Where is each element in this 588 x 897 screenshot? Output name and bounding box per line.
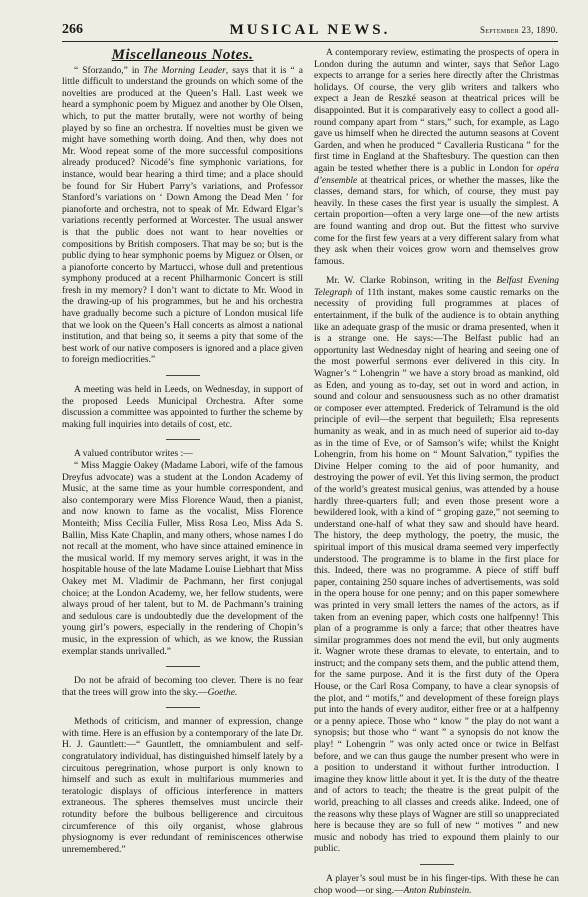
- paragraph-sforzando: “ Sforzando,” in The Morning Leader, says that it is “ a little difficult to understand the grounds on which some of the novelties are produced at the Queen’s Hall. Last week we heard a symphonic poem by Miguez and another by Ole Olsen, which, to put the matter brutally, were not worthy of being played by so fine an orchestra. If novelties must be given we might have something worth doing. And then, why does not Mr. Wood repeat some of the more successful compositions already produced? Nicodé’s fine symphonic variations, for instance, would bear hearing a third time; and a place should be found for Sir Hubert Parry’s variations, and Professor Stanford’s variations on ‘ Down Among the Dead Men ’ for pianoforte and orchestra, not to speak of Mr. Edward Elgar’s variations recently performed at Worcester. The usual answer is that the public does not want to hear novelties or compositions by British composers. That may be so; but is the public dying to hear symphonic poems by Miguez or Olsen, or a pianoforte concerto by Martucci, whose dull and pretentious symphony produced at a recent Philharmonic Concert is still fresh in my memory? I don’t want to dictate to Mr. Wood in the drawing-up of his programmes, but he and his orchestra have gradually become such a picture of London musical life that we look on the Queen’s Hall concerts as almost a national institution, and that being so, it seems a pity that some of the best work of our native composers is ignored and a place given to foreign mediocrities.”: [62, 65, 303, 366]
- paragraph-clarke-robinson: Mr. W. Clarke Robinson, writing in the Belfast Evening Telegraph of 11th instant, makes some caustic remarks on the necessity of providing full programmes at places of entertainment, if the bulk of the audience is to obtain anything like an adequate grasp of the music or drama presented, when it is a strange one. He says:—The Belfast public had an opportunity last Wednesday night of hearing and seeing one of the most powerful sermons ever delivered in this city. In Wagner’s “ Lohengrin ” we have a story broad as mankind, old as Eden, and young as to-day, set out in word and action, in sound and colour and sensuousness such as no other dramatist or composer ever attempted. Frederick of Telramund is the old principle of evil—the serpent that beguileth; Elsa represents humanity as weak, and in as much need of superior aid to-day as in the time of Eve, or of Samson’s wife; whilst the Knight Lohengrin, from his home on “ Mount Salvation,” typifies the Divine Helper coming to the aid of poor humanity, and destroying the power of evil. Yet this living sermon, the product of the world’s greatest musical genius, was attended by a house hardly three-quarters full; and even those present wore a bewildered look, with a kind of “ groping gaze,” not seeming to understand one-half of what they saw and should have heard. The history, the deep mythology, the poetry, the music, the spiritual import of this musical drama seemed very imperfectly understood. The programme is to blame in the first place for this. Indeed, there was no programme. A piece of stiff buff paper, containing 250 square inches of advertisements, was sold in the opera house for one penny; and on this paper somewhere was printed in very small letters the names of the actors, as if taken from an evening paper, which costs one halfpenny! This plan of a programme is only a farce; that other theatres have similar programmes does not mend the evil, but only augments it. Wagner wrote these dramas to elevate, to entertain, and to instruct; and the company sets them, and the public attend them, for the same purpose. And it is the first duty of the Opera House, or the Carl Rosa Company, to have a clear synopsis of the plot, and “ motifs,” and development of these foreign plays put into the hands of every auditor, either free or at a halfpenny or a penny apiece. Those who “ know ” the play do not want a synopsis; but those who “ want ” a synopsis do not know the play! “ Lohengrin ” was only acted once or twice in Belfast before, and we can thus gauge the number present who were in a position to understand it without further introduction. I imagine they know little about it yet. It is the duty of the theatre and of actors to teach; the theatre is the great pulpit of the world, preaching to all classes and creeds alike. Indeed, one of the reasons why these plays of Wagner are still so unappreciated here is because they are so full of new “ motives ” and new music and nobody has tried to expound them plainly to our public.: [314, 276, 559, 855]
- divider: [166, 707, 200, 708]
- quote-goethe: Do not be afraid of becoming too clever. There is no fear that the trees will grow into the sky.—Goethe.: [62, 676, 303, 698]
- page-number: 266: [62, 22, 83, 37]
- journal-title: MUSICAL NEWS.: [229, 22, 391, 38]
- paragraph-contributor-intro: A valued contributor writes :—: [74, 449, 193, 460]
- divider: [166, 375, 200, 376]
- section-title: Miscellaneous Notes.: [111, 47, 254, 63]
- paragraph-leeds-meeting: A meeting was held in Leeds, on Wednesday, in support of the proposed Leeds Municipal Orchestra. After some discussion a committee was appointed to further the scheme by making full inquiries into details of cost, etc.: [62, 385, 303, 430]
- header-rule: [62, 41, 558, 42]
- paragraph-gauntlett: Methods of criticism, and manner of expression, change with time. Here is an effusion by a contemporary of the late Dr. H. J. Gauntlett:—“ Gauntlett, the omniambulent and self-congratulatory individual, has distinguished himself lately by a circuitous peregrination, whose purport is only known to himself and such as exult in multifarious mummeries and teratologic displays of officious interference in matters extraneous. The spheres themselves must uncircle their rotundity before the bulbous belligerence and circuitous circumference of this oily organist, whose glabrous physiognomy is ever redundant of reminiscences otherwise unremembered.”: [62, 717, 303, 855]
- issue-date: September 23, 1890.: [479, 25, 558, 35]
- right-column: [314, 48, 559, 897]
- quote-rubinstein: A player’s soul must be in his finger-tips. With these he can chop wood—or sing.—Anton Rubinstein.: [314, 873, 559, 896]
- divider: [166, 666, 200, 667]
- paragraph-oakey-letter: “ Miss Maggie Oakey (Madame Labori, wife of the famous Dreyfus advocate) was a student at the London Academy of Music, at the same time as your humble correspondent, and also contemporary were Miss Florence Waud, then a pianist, and now known to fame as the vocalist, Miss Florence Monteith; Miss Cecilia Fuller, Miss Rosa Leo, Miss Ada S. Ballin, Miss Kate Chaplin, and many others, whose names I do not recall at the moment, who have since attained eminence in the musical world. If my memory serves aright, it was in the hospitable house of the late Madame Louise Liebhart that Miss Oakey met M. Vladimir de Pachmann, her first conjugal choice; at the London Academy, we, her fellow students, were always proud of her talent, but to M. de Pachmann’s training and sedulous care is undoubtedly due the development of the young girl’s powers, especially in the rendering of Chopin’s music, in the expression of which, as we know, the Russian exemplar stands unrivalled.”: [62, 461, 303, 657]
- left-column: [62, 48, 303, 856]
- paragraph-opera-prospects: A contemporary review, estimating the prospects of opera in London during the autumn and winter, says that Señor Lago expects to arrange for a series here directly after the Christmas holidays. Of course, the very glib writers and talkers who expect a Jean de Reszké season at theatrical prices will be disappointed. But it is comparatively easy to collect a good all-round company apart from “ stars,” such, for example, as Lago gave us himself when he directed the autumn seasons at Covent Garden, and when he produced “ Cavalleria Rusticana ” for the first time in England at the Shaftesbury. The question can then again be tested whether there is a public in London for opéra d’ensemble at theatrical prices, or whether the masses, like the classes, demand stars, for which, of course, they must pay heavily. In these cases the first year is usually the simplest. A certain proportion—often a very large one—of the new artists are found wanting and drop out. But the fittest who survive come for the first few years at a very different salary from what they ask when their voices grow worn and themselves grow famous.: [314, 48, 559, 267]
- divider: [420, 864, 454, 865]
- divider: [166, 439, 200, 440]
